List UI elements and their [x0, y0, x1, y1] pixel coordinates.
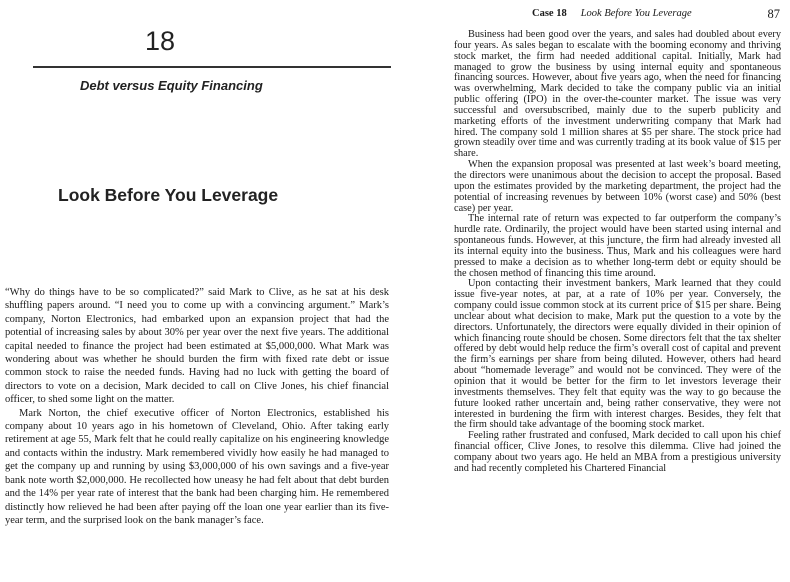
running-head-case: Case 18: [532, 8, 567, 19]
page-number: 87: [767, 7, 780, 21]
chapter-title: Debt versus Equity Financing: [80, 78, 263, 93]
paragraph: The internal rate of return was expected to far outperform the company’s hurdle rate. Ordinarily, the project would have been started using internal and spontaneous funds. However, at this juncture, the firm had already invested all its internal equity into the business. Thus, Mark and his colleagues were hard pressed to make a decision as to whether long-term debt or equity should be the chosen method of financing this time around.: [454, 213, 781, 279]
right-body-text: [454, 30, 781, 475]
running-head-title: Look Before You Leverage: [580, 8, 692, 19]
case-title: Look Before You Leverage: [58, 185, 279, 205]
paragraph: Business had been good over the years, and sales had doubled about every four years. As sales began to escalate with the booming economy and thriving stock market, the firm had needed additional capital. Initially, Mark had managed to grow the business by using internal equity and spontaneous financing sources. However, about five years ago, when the need for financing was overwhelming, Mark decided to take the company public via an initial public offering (IPO) in the over-the-counter market. The issue was very successful and oversubscribed, mainly due to the superb publicity and marketing efforts of the investment underwriting company that Mark had hired. The company sold 1 million shares at $5 per share. The stock price had grown steadily over time and was currently trading at its book value of $15 per share.: [454, 29, 781, 160]
paragraph: Feeling rather frustrated and confused, Mark decided to call upon his chief financial officer, Clive Jones, to resolve this dilemma. Clive had joined the company about two years ago. He held an MBA from a prestigious university and had recently completed his Chartered Financial: [454, 430, 781, 474]
paragraph: When the expansion proposal was presented at last week’s board meeting, the directors were unanimous about the decision to accept the proposal. Based upon the estimates provided by the marketing department, the project had the potential of increasing revenues by between 10% (worst case) and 50% (best case) per year.: [454, 159, 781, 214]
left-body-text: [5, 286, 389, 527]
paragraph: “Why do things have to be so complicated?” said Mark to Clive, as he sat at his desk shuffling papers around. “I need you to come up with a convincing argument.” Mark’s company, Norton Electronics, had embarked upon an expansion project that had the potential of increasing sales by about 30% per year over the next five years. The additional capital needed to finance the project had been estimated at $5,000,000. What Mark was wondering about was whether he should burden the firm with fixed rate debt or issue common stock to raise the needed funds. Having had no luck with getting the board of directors to vote on a decision, Mark decided to call on Clive Jones, his chief financial officer, to shed some light on the matter.: [5, 287, 389, 406]
paragraph: Mark Norton, the chief executive officer of Norton Electronics, established his company about 10 years ago in his hometown of Cleveland, Ohio. After taking early retirement at age 55, Mark felt that he could really capitalize on his engineering knowledge and contacts within the industry. Mark remembered vividly how easily he had managed to get the company up and running by using $3,000,000 of his own savings and a five-year bank note worth $2,000,000. He recollected how uneasy he had felt about that debt burden and the 14% per year rate of interest that the bank had been charging him. He remembered distinctly how relieved he had been after paying off the loan one year earlier than its five-year term, and the surprised look on the bank manager’s face.: [5, 407, 389, 526]
paragraph: Upon contacting their investment bankers, Mark learned that they could issue five-year notes, at par, at a rate of 10% per year. Conversely, the company could issue common stock at its current price of $15 per share. Being unclear about what decision to make, Mark put the question to a vote by the directors. Unfortunately, the directors were equally divided in their opinion of which financing route should be chosen. Some directors felt that the tax shelter offered by debt would help reduce the firm’s overall cost of capital and prevent the firm’s earnings per share from being diluted. However, others had heard about “homemade leverage” and would not be convinced. They were of the opinion that it would be better for the firm to let investors leverage their investments themselves. They felt that equity was the way to go because the future looked rather uncertain and, being rather conservative, they were not interested in burdening the firm with interest charges. Besides, they felt that the firm should take advantage of the booming stock market.: [454, 278, 781, 431]
chapter-divider: [33, 66, 391, 68]
running-head: [532, 8, 782, 19]
right-page: [395, 0, 790, 582]
chapter-number: 18: [144, 26, 176, 56]
